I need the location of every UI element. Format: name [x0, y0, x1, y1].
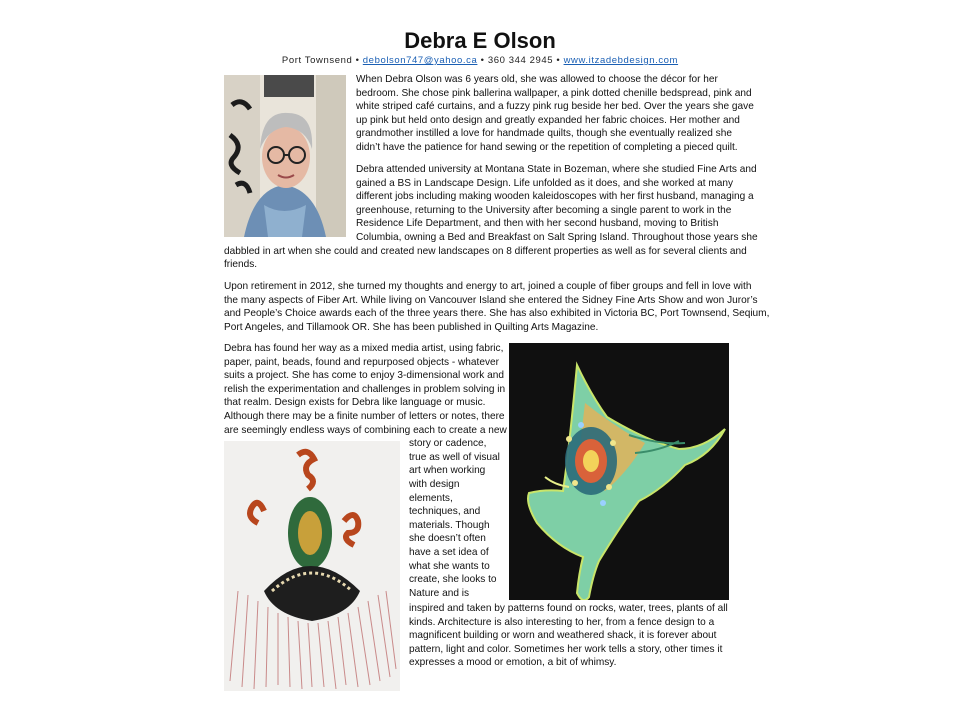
page-title: Debra E Olson	[404, 28, 556, 53]
text-line: what she wants to	[409, 560, 490, 572]
text-line: and People’s Choice awards each of the three years there. She has also exhibited in Victoria BC, Port Townsend, Seqium,	[224, 308, 770, 320]
text-line: create, she looks to	[409, 574, 497, 586]
text-line: Residence Life Department, and then with her second husband, moving to British	[356, 218, 719, 230]
text-line: suits a project. She has come to enjoy 3-dimensional work and	[224, 370, 504, 382]
text-line: with design	[409, 479, 460, 490]
text-line: pattern, light and color. Sometimes her work tells a story, other times it	[409, 643, 723, 655]
text-line: Upon retirement in 2012, she turned my thoughts and energy to art, joined a couple of fiber groups and fell in love with	[224, 281, 752, 292]
text-line: paper, paint, beads, found and repurposed objects - whatever	[224, 356, 499, 368]
text-line: true as well of visual	[409, 451, 500, 463]
email-link[interactable]: debolson747@yahoo.ca	[362, 55, 478, 66]
text-line: she doesn’t often	[409, 533, 486, 545]
text-line: materials. Though	[409, 519, 490, 531]
text-line: are seemingly endless ways of combining each to create a new	[224, 424, 507, 436]
text-line: gained a BS in Landscape Design. Life unfolded as it does, and she worked at many	[356, 177, 734, 189]
separator: •	[477, 55, 488, 66]
separator: •	[352, 55, 363, 66]
text-line: kinds. Architecture is also interesting to her, from a fence design to a	[409, 616, 715, 628]
text-line: Debra has found her way as a mixed media artist, using fabric,	[224, 343, 504, 354]
text-line: elements,	[409, 492, 453, 504]
text-line: magnificent building or worn and weathered shack, it is forever about	[409, 630, 717, 642]
text-line: didn’t have the patience for hand sewing or the repetition of completing a pieced quilt.	[356, 142, 738, 153]
text-line: inspired and taken by patterns found on rocks, water, trees, plants of all	[409, 603, 728, 614]
text-line: have a set idea of	[409, 547, 489, 558]
text-line: Debra attended university at Montana State in Bozeman, where she studied Fine Arts and	[356, 164, 757, 175]
text-line: up pink but held onto design and greatly expanded her fabric choices. Her mother and	[356, 114, 740, 126]
text-line: Although there may be a finite number of letters or notes, there	[224, 411, 505, 422]
text-line: Columbia, owning a Bed and Breakfast on Salt Spring Island. Throughout those years she	[356, 232, 758, 243]
website-link[interactable]: www.itzadebdesign.com	[563, 55, 679, 66]
text-line: dabbled in art when she could and created new landscapes on 8 different properties as well as for several clients and	[224, 245, 747, 257]
manta-ray-artwork-image	[509, 343, 729, 600]
text-line: techniques, and	[409, 506, 481, 518]
text-line: expresses a mood or emotion, a bit of whimsy.	[409, 657, 617, 669]
separator: •	[553, 55, 564, 66]
text-line: Nature and is	[409, 587, 470, 599]
fiber-mask-artwork-image	[224, 441, 400, 691]
contact-phone: 360 344 2945	[487, 55, 554, 66]
text-line: that realm. Design exists for Debra like language or music.	[224, 397, 486, 409]
contact-city: Port Townsend	[281, 55, 353, 66]
contact-line	[0, 55, 960, 66]
text-line: friends.	[224, 259, 258, 271]
text-line: story or cadence,	[409, 438, 487, 450]
text-line: grandmother instilled a love for handmade quilts, though she eventually realized she	[356, 128, 732, 140]
text-line: bedroom. She chose pink ballerina wallpaper, a pink dotted chenille bedspread, pink and	[356, 87, 752, 99]
text-line: white striped café curtains, and a fuzzy pink rug beside her bed. Over the years she gave	[356, 101, 754, 113]
text-line: Port Angeles, and Tillamook OR. She has been published in Quilting Arts Magazine.	[224, 321, 599, 333]
text-line: When Debra Olson was 6 years old, she was allowed to choose the décor for her	[356, 74, 718, 85]
text-line: art when working	[409, 465, 486, 477]
text-line: different jobs including making wooden kaleidoscopes with her first husband, managing a	[356, 191, 754, 203]
artist-portrait-photo	[224, 75, 346, 237]
text-line: the many aspects of Fiber Art. While living on Vancouver Island she entered the Sidney Fine Arts Show and won Juror’s	[224, 294, 758, 306]
text-line: greenhouse, returning to the University after becoming a single parent to work in the	[356, 204, 732, 216]
text-line: relish the experimentation and challenges in problem solving in	[224, 383, 506, 395]
